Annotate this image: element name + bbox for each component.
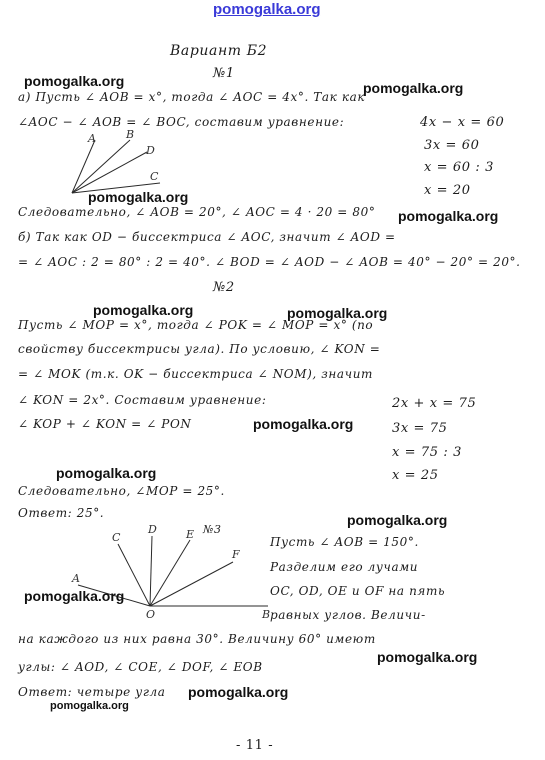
task3-line2: Разделим его лучами: [270, 560, 419, 574]
watermark: pomogalka.org: [93, 302, 194, 318]
fig3-label-e: E: [186, 528, 195, 541]
task2-eq1: 2x + x = 75: [392, 396, 477, 411]
task2-line3: = ∠ MOK (т.к. OK − биссектриса ∠ NOM), значит: [18, 367, 374, 381]
fig1-label-c: C: [150, 170, 159, 183]
fig3-label-f: F: [232, 548, 240, 561]
task1-line-a2: ∠AOC − ∠ AOB = ∠ BOC, составим уравнение:: [18, 115, 345, 129]
task1-conclusion: Следовательно, ∠ AOB = 20°, ∠ AOC = 4 · 20 = 80°: [18, 205, 376, 219]
watermark: pomogalka.org: [363, 80, 464, 96]
task2-eq4: x = 25: [392, 468, 439, 483]
task1-line-a1: а) Пусть ∠ AOB = x°, тогда ∠ AOC = 4x°. Так как: [18, 90, 366, 104]
watermark: pomogalka.org: [253, 416, 354, 432]
fig3-label-a: A: [72, 572, 80, 585]
variant-title: Вариант Б2: [170, 43, 268, 59]
watermark: pomogalka.org: [188, 684, 289, 700]
task2-line4: ∠ KON = 2x°. Составим уравнение:: [18, 393, 267, 407]
watermark: pomogalka.org: [24, 73, 125, 89]
ray-of: [150, 562, 233, 606]
task3-number: №3: [203, 523, 222, 536]
task1-line-b1: б) Так как OD − биссектриса ∠ AOC, значит ∠ AOD =: [18, 230, 396, 244]
task1-line-b2: = ∠ AOC : 2 = 80° : 2 = 40°. ∠ BOD = ∠ AOD − ∠ AOB = 40° − 20° = 20°.: [18, 255, 521, 269]
watermark: pomogalka.org: [24, 588, 125, 604]
watermark: pomogalka.org: [88, 189, 189, 205]
task1-eq4: x = 20: [424, 183, 471, 198]
fig3-label-d: D: [148, 523, 157, 536]
ray-oe: [150, 540, 190, 606]
ray-od: [150, 536, 152, 606]
task2-eq3: x = 75 : 3: [392, 445, 462, 460]
task3-line3: OC, OD, OE и OF на пять: [270, 584, 446, 598]
task3-line5: на каждого из них равна 30°. Величину 60° имеют: [18, 632, 376, 646]
watermark: pomogalka.org: [377, 649, 478, 665]
fig1-label-d: D: [146, 144, 155, 157]
task3-line4: равных углов. Величи-: [270, 608, 426, 622]
watermark: pomogalka.org: [287, 305, 388, 321]
site-header-link[interactable]: pomogalka.org: [213, 1, 321, 18]
task3-answer: Ответ: четыре угла: [18, 685, 166, 699]
watermark: pomogalka.org: [50, 700, 129, 712]
fig3-label-b: B: [262, 608, 271, 621]
task3-line6: углы: ∠ AOD, ∠ COE, ∠ DOF, ∠ EOB: [18, 660, 263, 674]
watermark: pomogalka.org: [398, 208, 499, 224]
task2-conclusion: Следовательно, ∠MOP = 25°.: [18, 484, 225, 498]
task2-eq2: 3x = 75: [392, 421, 448, 436]
task2-answer: Ответ: 25°.: [18, 506, 105, 520]
fig3-label-c: C: [112, 531, 121, 544]
fig3-label-o: O: [146, 608, 156, 621]
task2-line5: ∠ KOP + ∠ KON = ∠ PON: [18, 417, 192, 431]
watermark: pomogalka.org: [347, 512, 448, 528]
task2-line2: свойству биссектрисы угла). По условию, ∠ KON =: [18, 342, 381, 356]
page-number: - 11 -: [236, 738, 274, 753]
fig1-label-a: A: [88, 132, 96, 145]
task1-eq1: 4x − x = 60: [420, 115, 505, 130]
fig1-label-b: B: [126, 128, 135, 141]
task1-eq2: 3x = 60: [424, 138, 480, 153]
task1-number: №1: [213, 66, 235, 81]
watermark: pomogalka.org: [56, 465, 157, 481]
task2-number: №2: [213, 280, 235, 295]
task3-line1: Пусть ∠ AOB = 150°.: [270, 535, 419, 549]
task2-line1: Пусть ∠ MOP = x°, тогда ∠ POK = ∠ MOP = x° (по: [18, 318, 374, 332]
task1-eq3: x = 60 : 3: [424, 160, 494, 175]
